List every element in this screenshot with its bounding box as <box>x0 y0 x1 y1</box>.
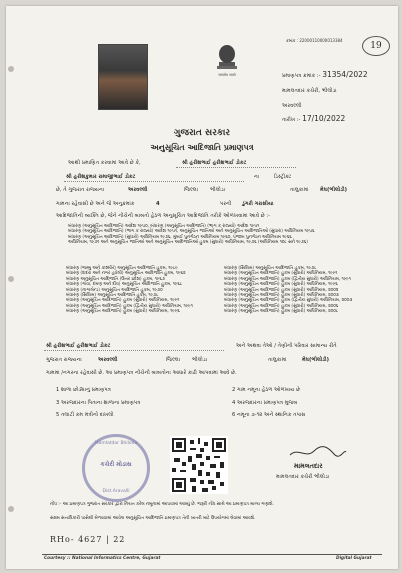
amendment-item: બંધારણ (ગોવા, દમણ અને દીવ) અનુસૂચિત આદિજાતિ હુકમ, ૧૯૬૮ <box>66 282 183 288</box>
family-suffix: અને અથવા તેઓ / તેણીની પરિવાર સામાન્ય રીતે <box>236 343 337 349</box>
village-value: ડિસ્ટ્રીક્ટ <box>274 174 292 180</box>
note-2: સક્ષમ સત્તાધિકારી પાસેથી મેળવવામાં આવેલ અનુસૂચિત આદિજાતિ પ્રમાણપત્ર તેની ખાતરી માટે ઉપયોગમાં લેવામાં આવશે. <box>50 516 256 521</box>
punch-hole <box>8 506 14 512</box>
serial-label: પ્રમાણપત્ર ક્રમાંક :- <box>282 73 321 79</box>
handwritten-code: RHo- 4627 | 22 <box>50 535 126 544</box>
family-name: શ્રી હરીશભાઈ હરીશભાઈ ડોકટ <box>46 343 111 349</box>
office-district: અરવલ્લી <box>282 103 302 109</box>
doc-item: 3 અરજદારના પિતાના શાળાના પ્રમાણપત્ર <box>56 399 141 406</box>
child-name: શ્રી હરીશકુમાર રામાજીભાઈ ડોકટ <box>66 174 136 180</box>
signatory-title: મામલતદાર <box>294 462 323 470</box>
taluka-suffix: તાલુકામાં <box>290 187 309 193</box>
district-value: અરવલ્લી <box>128 187 148 193</box>
amendment-item: બંધારણ (અનુસૂચિત આદિજાતિ) હુકમ (દ્વિતીય સુધારો) અધિનિયમ, ૧૯૯૧ <box>66 303 193 309</box>
courtesy-text: Courtesy :: National Informatics Centre, Gujarat <box>44 556 161 561</box>
amendment-item: બંધારણ (અનુસૂચિત આદિજાતિ) હુકમ (સુધારો) અધિનિયમ, ૧૯૯૬ <box>66 309 180 315</box>
amendment-item: બંધારણ (અનુસૂચિત આદિજાતિ) હુકમ (સુધારો) અધિનિયમ, ૨૦૦૩ <box>224 293 339 299</box>
punch-hole <box>8 66 14 72</box>
office-name: મામલતદાર કચેરી, ભીલોડા <box>282 88 337 94</box>
sub-taluka-value: મેઘ(ભીલોડી) <box>320 187 347 193</box>
amendment-item: બંધારણ (અનુસૂચિત આદિજાતિ) હુકમ (સુધારો) અધિનિયમ, ૧૯૯૧ <box>66 298 180 304</box>
intro-text: આથી પ્રમાણિત કરવામાં આવે છે કે, <box>68 160 141 166</box>
line3-text: ગામના રહેવાસી છે અને જે અનુક્રમાંક <box>56 201 135 207</box>
amendment-item: બંધારણ (અનુસૂચિત આદિજાતિ) હુકમ (દ્વિતીય સુધારો) અધિનિયમ, ૧૯૯૧ <box>224 276 351 282</box>
res-taluka2-label: તાલુકામાં <box>268 357 287 363</box>
law-list <box>68 224 386 246</box>
national-emblem-icon <box>211 40 243 78</box>
amendment-item: બંધારણ (અનુસૂચિત આદિજાતિ) હુકમ (સુધારો) અધિનિયમ, ૨૦૦૮ <box>224 309 339 315</box>
amendment-item: બંધારણ (દાદરા અને નગર હવેલી) અનુસૂચિત આદિજાતિ હુકમ, ૧૯૬૨ <box>66 271 186 277</box>
tribe-value: ડુંગરી ગરાસીયા <box>242 201 274 207</box>
amendment-item: બંધારણ અનુસૂચિત આદિજાતિ (ઉત્તર પ્રદેશ) હુકમ, ૧૯૬૭ <box>66 276 165 282</box>
docs-right <box>232 387 392 419</box>
punch-hole <box>8 276 14 282</box>
doc-item: 4 અરજદારના પ્રમાણપત્ર મુજબ <box>232 399 298 406</box>
law-line: બંધારણ (અનુસૂચિત આદિજાતિ) (ભાગ ક રાજ્યો) આદેશ ૧૯૫૧, અનુસૂચિત જાતિઓ અને અનુસૂચિત આદિજાતિઓ (સુધારા) અધિનિયમ ૧૯૫૬ <box>68 229 315 235</box>
res-label: ગુજરાત રાજ્યના <box>46 357 82 363</box>
amendment-item: બંધારણ (જમ્મુ અને કાશ્મીર) અનુસૂચિત આદિજાતિ હુકમ, ૧૯૮૯ <box>66 266 178 271</box>
amendment-item: બંધારણ (નાગાલેન્ડ) અનુસૂચિત આદિજાતિ હુકમ, ૧૯૭૦ <box>66 287 163 293</box>
doc-item: 2 ગામ નમૂના હેઠળ ઓળખાય છે <box>232 387 301 393</box>
stamp-text-center: કચેરી મોડાસ <box>100 461 132 468</box>
law-line: અધિનિયમ, ૧૯૭૧ અને અનુસૂચિત જાતિઓ અને અનુસૂચિત આદિજાતિઓ હુકમ (સુધારો) અધિનિયમ, ૧૯૭૬ (અધિનિયમ ૧૦૮ સને ૧૯૭૬) <box>68 240 308 246</box>
taluka-value: ભીલોડા <box>210 187 225 193</box>
stamp-text-bottom: Dist.Aravalli <box>102 489 130 494</box>
qr-code-icon <box>170 436 228 494</box>
father-prefix: શ્રી <box>182 160 188 166</box>
office-stamp <box>82 434 150 502</box>
stamp-text-top: Mamlatdar Bhiloda <box>94 441 138 446</box>
svg-text:सत्यमेव जयते: सत्यमेव जयते <box>218 73 236 77</box>
father-name: હરીશભાઈ હરીશભાઈ ડોકટ <box>189 160 247 166</box>
amendment-item: બંધારણ (અનુસૂચિત આદિજાતિ) હુકમ (સુધારો) અધિનિયમ, ૧૯૯૬ <box>224 282 338 288</box>
amendment-item: બંધારણ (અનુસૂચિત આદિજાતિ) હુકમ (સુધારો) અધિનિયમ, ૧૯૯૧ <box>224 271 338 277</box>
digital-gujarat-text: Digital Gujarat <box>336 556 372 561</box>
doc-item: 6 નમૂના ૭-૧૨ અને સ્થાનિક તપાસ <box>232 412 306 419</box>
handwritten-number: 19 <box>362 36 390 56</box>
law-line: બંધારણ (અનુસૂચિત આદિજાતિ) (સુધારો) અધિનિયમ ૧૯૭૬, મુંબઈ પુનર્ગઠન અધિનિયમ ૧૯૬૦, પંજાબ પુનર્ગઠન અધિનિયમ ૧૯૬૬ <box>68 234 292 240</box>
serial-no-value: 4 <box>156 201 160 207</box>
footer-rule <box>42 554 382 555</box>
line2-text: છે, તે ગુજરાત રાજ્યના <box>56 187 105 193</box>
amendment-item: બંધારણ (અનુસૂચિત આદિજાતિ) હુકમ (સુધારો) અધિનિયમ, ૨૦૦૬ <box>224 303 339 309</box>
law-line: બંધારણ (અનુસૂચિત આદિજાતિ) આદેશ ૧૯૫૦, બંધારણ (અનુસૂચિત આદિજાતિ) (ભાગ ક રાજ્યો) આદેશ ૧૯૫૧ <box>68 224 260 229</box>
applicant-photo <box>98 44 148 110</box>
father-row <box>182 160 247 167</box>
amendment-item: બંધારણ (સિક્કિમ) અનુસૂચિત આદિજાતિ હુકમ, ૧૯૭૮ <box>66 293 159 299</box>
signature <box>288 444 348 458</box>
res-line: ગામમાં /નગરના રહેવાસી છે. આ પ્રમાણપત્ર નીચેની બાબતોના આધારે કાઢી આપવામાં આવે છે. <box>46 370 237 376</box>
amendments-left <box>66 266 216 315</box>
government-title: ગુજરાત સરકાર <box>173 128 231 138</box>
issue-date: 17/10/2022 <box>302 114 346 123</box>
certificate-sheet <box>6 6 398 569</box>
amendment-item: બંધારણ (અનુસૂચિત આદિજાતિ) હુકમ (સુધારો) અધિનિયમ, ૨૦૦૨ <box>224 287 339 293</box>
res-village: મેઘ(ભીલોડી) <box>302 357 329 363</box>
doc-item: 5 તલાટી કમ મંત્રીનો દાખલો <box>56 412 114 419</box>
date-row <box>282 116 345 124</box>
res-taluka: ભીલોડા <box>192 357 207 363</box>
top-reference: ક્રમાંક : 22000110000013384 <box>286 38 343 43</box>
res-taluka-label: જિલ્લા <box>166 357 180 363</box>
line3-suffix: પરની <box>220 201 232 207</box>
amendments-right <box>224 266 392 315</box>
serial-number: 31354/2022 <box>322 70 368 79</box>
certificate-title: અનુસૂચિત આદિજાતિ પ્રમાણપત્ર <box>150 143 254 152</box>
note-1: નોંધ :- આ પ્રમાણપત્ર ગુજરાત સરકાર દ્વારા નિયત કરેલ નમૂનામાં આપવામાં આવ્યું છે. જરૂરી નોંધ સાથે આ પ્રમાણપત્ર માન્ય ગણાશે. <box>50 502 274 507</box>
signatory-office: મામલતદાર કચેરી ભીલોડા <box>276 474 330 480</box>
res-district: અરવલ્લી <box>98 357 118 363</box>
taluka-label: જિલ્લા <box>184 187 198 193</box>
serial-row <box>282 72 368 80</box>
doc-item: 1 શાળા છોડ્યાનું પ્રમાણપત્ર <box>56 387 111 393</box>
date-label: તારીખ :- <box>282 117 301 123</box>
line4-text: આદિજાતિની વ્યક્તિ છે, જેને નીચેની બાબતો હેઠળ અનુસૂચિત આદિજાતિ તરીકે ઓળખવામાં આવે છે :- <box>56 213 271 219</box>
amendment-item: બંધારણ (અનુસૂચિત આદિજાતિ) હુકમ (દ્વિતીય સુધારો) અધિનિયમ, ૨૦૦૩ <box>224 298 353 304</box>
amendment-item: બંધારણ (સિક્કિમ) અનુસૂચિત આદિજાતિ હુકમ, ૧૯૭૮ <box>224 266 317 271</box>
docs-left <box>56 387 226 419</box>
village-label: ના <box>254 174 260 180</box>
